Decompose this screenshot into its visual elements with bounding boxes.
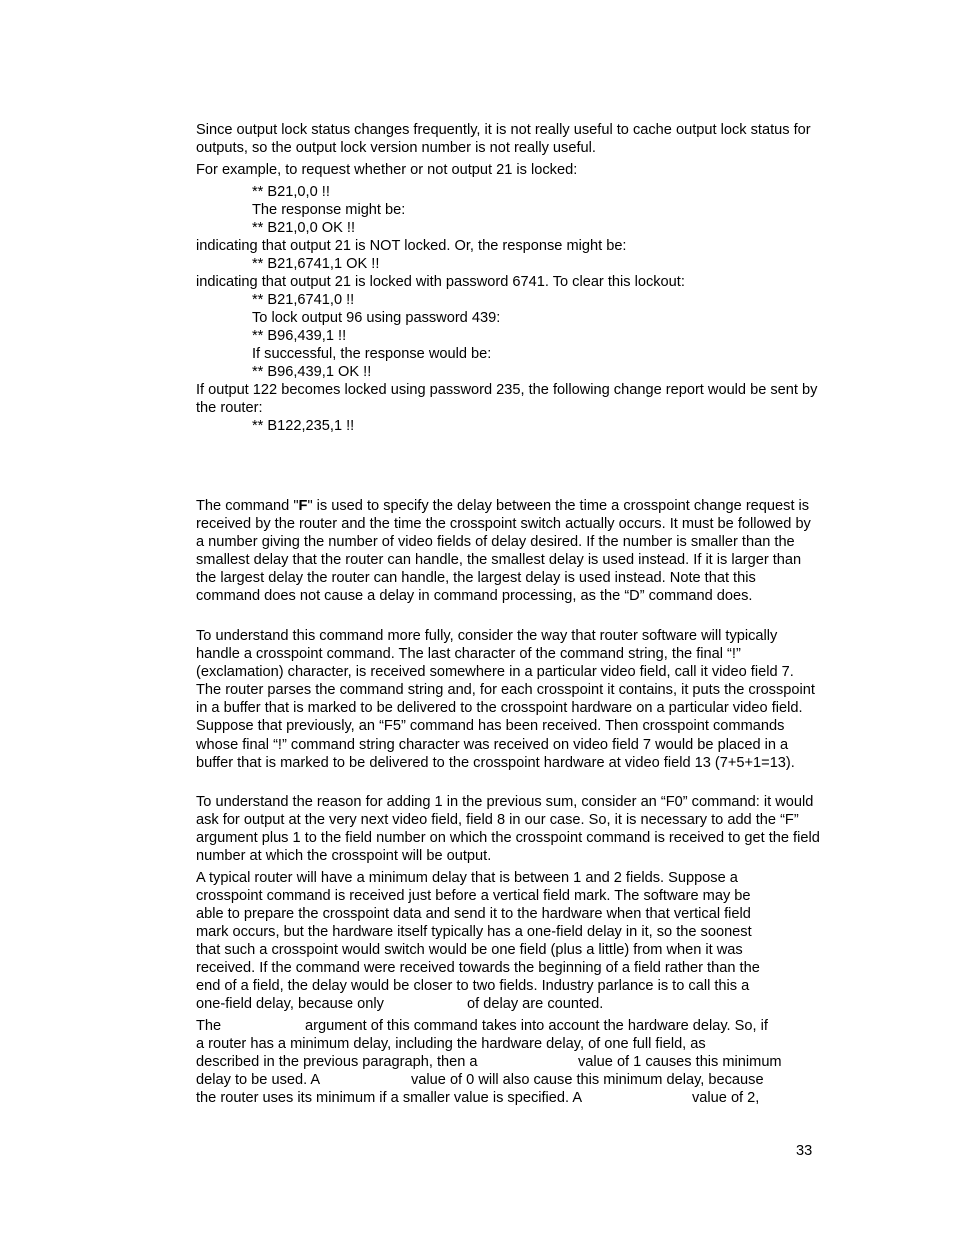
example-command-line: ** B21,6741,1 OK !! (252, 256, 380, 272)
delay-paragraph-line: able to prepare the crosspoint data and send it to the hardware when that vertical field (196, 906, 751, 922)
example-text-line: The response might be: (252, 202, 406, 218)
argument-paragraph-line: value of 1 causes this minimum (578, 1054, 782, 1070)
delay-paragraph-line: of delay are counted. (467, 996, 604, 1012)
delay-paragraph-line: crosspoint command is received just before a vertical field mark. The software may be (196, 888, 751, 904)
example-text-line: If successful, the response would be: (252, 346, 492, 362)
delay-paragraph-line: mark occurs, but the hardware itself typically has a one-field delay in it, so the soonest (196, 924, 752, 940)
explanation-paragraph: To understand this command more fully, consider the way that router software will typically handle a crosspoint command. The last character of the command string, the final “!” (exclamation) character, is received somewhere in a particular video field, call it video field 7. The router parses the command string and, for each crosspoint it contains, it puts the crosspoint in a buffer that is marked to be delivered to the crosspoint hardware on a particular video field. Suppose that previously, an “F5” command has been received. Then crosspoint commands whose final “!” command string character was received on video field 7 would be placed in a buffer that is marked to be delivered to the crosspoint hardware at video field 13 (7+5+1=13). (196, 628, 815, 771)
example-command-line: ** B21,0,0 !! (252, 184, 330, 200)
example-command-line: ** B122,235,1 !! (252, 418, 355, 434)
example-text-line: indicating that output 21 is NOT locked. Or, the response might be: (196, 238, 627, 254)
argument-paragraph-line: value of 2, (692, 1090, 760, 1106)
example-intro-line: For example, to request whether or not output 21 is locked: (196, 162, 578, 178)
argument-paragraph-line: the router uses its minimum if a smaller value is specified. A (196, 1090, 583, 1106)
change-report-paragraph: If output 122 becomes locked using password 235, the following change report would be sent by the router: (196, 382, 818, 417)
delay-paragraph-line: A typical router will have a minimum delay that is between 1 and 2 fields. Suppose a (196, 870, 738, 886)
example-command-line: ** B21,0,0 OK !! (252, 220, 356, 236)
intro-paragraph: Since output lock status changes frequently, it is not really useful to cache output lock status for outputs, so the output lock version number is not really useful. (196, 122, 811, 157)
example-text-line: indicating that output 21 is locked with password 6741. To clear this lockout: (196, 274, 685, 290)
argument-paragraph-line: value of 0 will also cause this minimum delay, because (411, 1072, 764, 1088)
example-command-line: ** B96,439,1 !! (252, 328, 347, 344)
delay-paragraph-line: that such a crosspoint would switch would be one field (plus a little) from when it was (196, 942, 743, 958)
command-name: F (298, 498, 308, 514)
delay-paragraph-line: received. If the command were received towards the beginning of a field rather than the (196, 960, 760, 976)
argument-paragraph-line: described in the previous paragraph, then a (196, 1054, 478, 1070)
argument-paragraph-line: delay to be used. A (196, 1072, 321, 1088)
delay-paragraph-line: one-field delay, because only (196, 996, 384, 1012)
argument-paragraph-line: a router has a minimum delay, including the hardware delay, of one full field, as (196, 1036, 706, 1052)
delay-paragraph-line: end of a field, the delay would be closer to two fields. Industry parlance is to call this a (196, 978, 750, 994)
f-command-paragraph (196, 497, 821, 606)
text-span: " is used to specify the delay between the time a crosspoint change request is received by the router and the time the crosspoint switch actually occurs. It must be followed by a number giving the number of video fields of delay desired. If the number is smaller than the smallest delay that the router can handle, the smallest delay is used instead. If it is larger than the largest delay the router can handle, the largest delay is used instead. Note that this command does not cause a delay in command processing, as the “D” command does. (196, 498, 811, 605)
example-command-line: ** B96,439,1 OK !! (252, 364, 372, 380)
reason-paragraph: To understand the reason for adding 1 in the previous sum, consider an “F0” command: it would ask for output at the very next video field, field 8 in our case. So, it is necessary to add the “F” argument plus 1 to the field number on which the crosspoint command is received to get the field number at which the crosspoint will be output. (196, 794, 820, 865)
argument-paragraph-line: The (196, 1018, 222, 1034)
example-command-line: ** B21,6741,0 !! (252, 292, 355, 308)
example-text-line: To lock output 96 using password 439: (252, 310, 501, 326)
text-span: The command " (196, 498, 299, 514)
page-number: 33 (796, 1143, 813, 1159)
argument-paragraph-line: argument of this command takes into account the hardware delay. So, if (305, 1018, 768, 1034)
